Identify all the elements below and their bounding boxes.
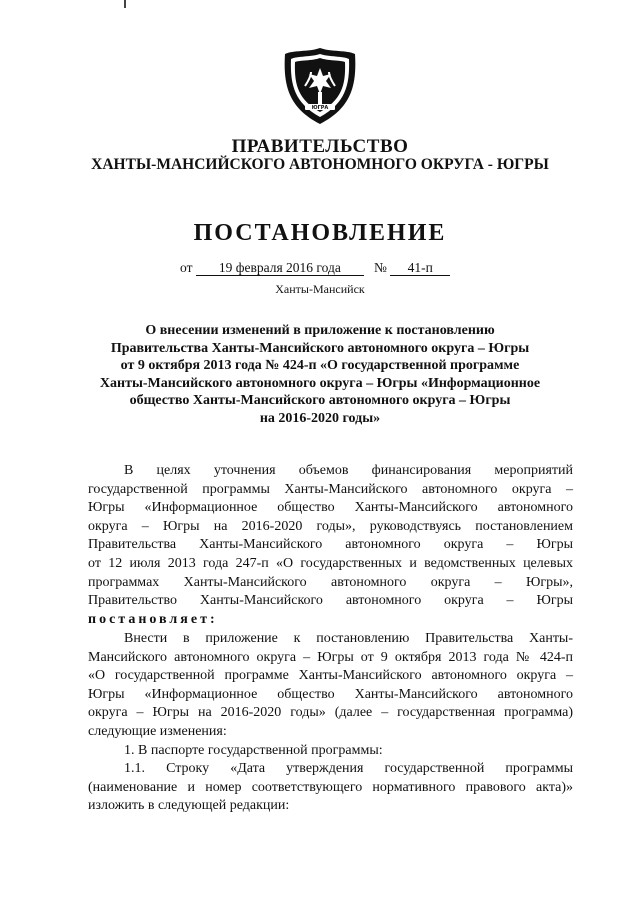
item-1: 1. В паспорте государственной программы: [124, 742, 383, 758]
text-line: округа – Югры на 2016-2020 годы», руководствуясь постановлением [88, 518, 573, 534]
item-1-1: 1.1. Строку «Дата утверждения государственной программы [124, 761, 573, 777]
text-line: изложить в следующей редакции: [88, 798, 290, 814]
text-line: Югры «Информационное общество Ханты-Мансийского автономного [88, 500, 573, 516]
document-type-title: ПОСТАНОВЛЕНИЕ [193, 220, 447, 246]
issue-city: Ханты-Мансийск [275, 282, 365, 296]
decree-subject [80, 322, 560, 427]
from-label: от [180, 260, 193, 275]
subject-line: на 2016-2020 годы» [259, 410, 381, 426]
text-line: Югры «Информационное общество Ханты-Мансийского автономного [88, 686, 573, 702]
operative-paragraph [88, 630, 573, 816]
preamble-paragraph [88, 462, 573, 629]
decree-meta [180, 260, 450, 276]
text-line: следующие изменения: [88, 723, 227, 739]
subject-line: О внесении изменений в приложение к постановлению [145, 323, 495, 338]
coat-of-arms-icon [281, 46, 359, 126]
text-line: Правительство Ханты-Мансийского автономного округа – Югры [88, 593, 573, 609]
scan-mark [124, 0, 126, 8]
text-line: от 12 июля 2013 года 247-п «О государственных и ведомственных целевых [88, 555, 573, 571]
text-line: государственной программы Ханты-Мансийского автономного округа – [88, 481, 573, 497]
subject-line: Ханты-Мансийского автономного округа – Югры «Информационное [99, 375, 541, 391]
decree-date: 19 февраля 2016 года [196, 260, 364, 276]
text-line: Правительства Ханты-Мансийского автономного округа – Югры [88, 537, 573, 553]
decree-number: 41-п [390, 260, 450, 276]
government-name: ПРАВИТЕЛЬСТВО [231, 136, 409, 157]
government-region: ХАНТЫ-МАНСИЙСКОГО АВТОНОМНОГО ОКРУГА - ЮГРЫ [91, 156, 549, 173]
text-line: «О государственной программе Ханты-Мансийского автономного округа – [88, 668, 573, 684]
subject-line: от 9 октября 2013 года № 424-п «О государственной программе [120, 358, 520, 373]
subject-line: Правительства Ханты-Мансийского автономного округа – Югры [110, 340, 530, 356]
text-line: программах Ханты-Мансийского автономного округа – Югры», [88, 574, 573, 590]
text-line: Внести в приложение к постановлению Правительства Ханты- [124, 631, 573, 646]
subject-line: общество Ханты-Мансийского автономного округа – Югры [129, 393, 511, 408]
text-line: Мансийского автономного округа – Югры от 9 октября 2013 года № 424-п [88, 649, 573, 665]
resolves-word: постановляет: [88, 611, 218, 627]
text-line: В целях уточнения объемов финансирования мероприятий [124, 463, 573, 478]
text-line: (наименование и номер соответствующего нормативного правового акта)» [88, 779, 573, 795]
text-line: округа – Югры на 2016-2020 годы» (далее – государственная программа) [88, 705, 573, 721]
svg-text:ЮГРА: ЮГРА [311, 105, 329, 111]
number-label: № [373, 260, 387, 275]
